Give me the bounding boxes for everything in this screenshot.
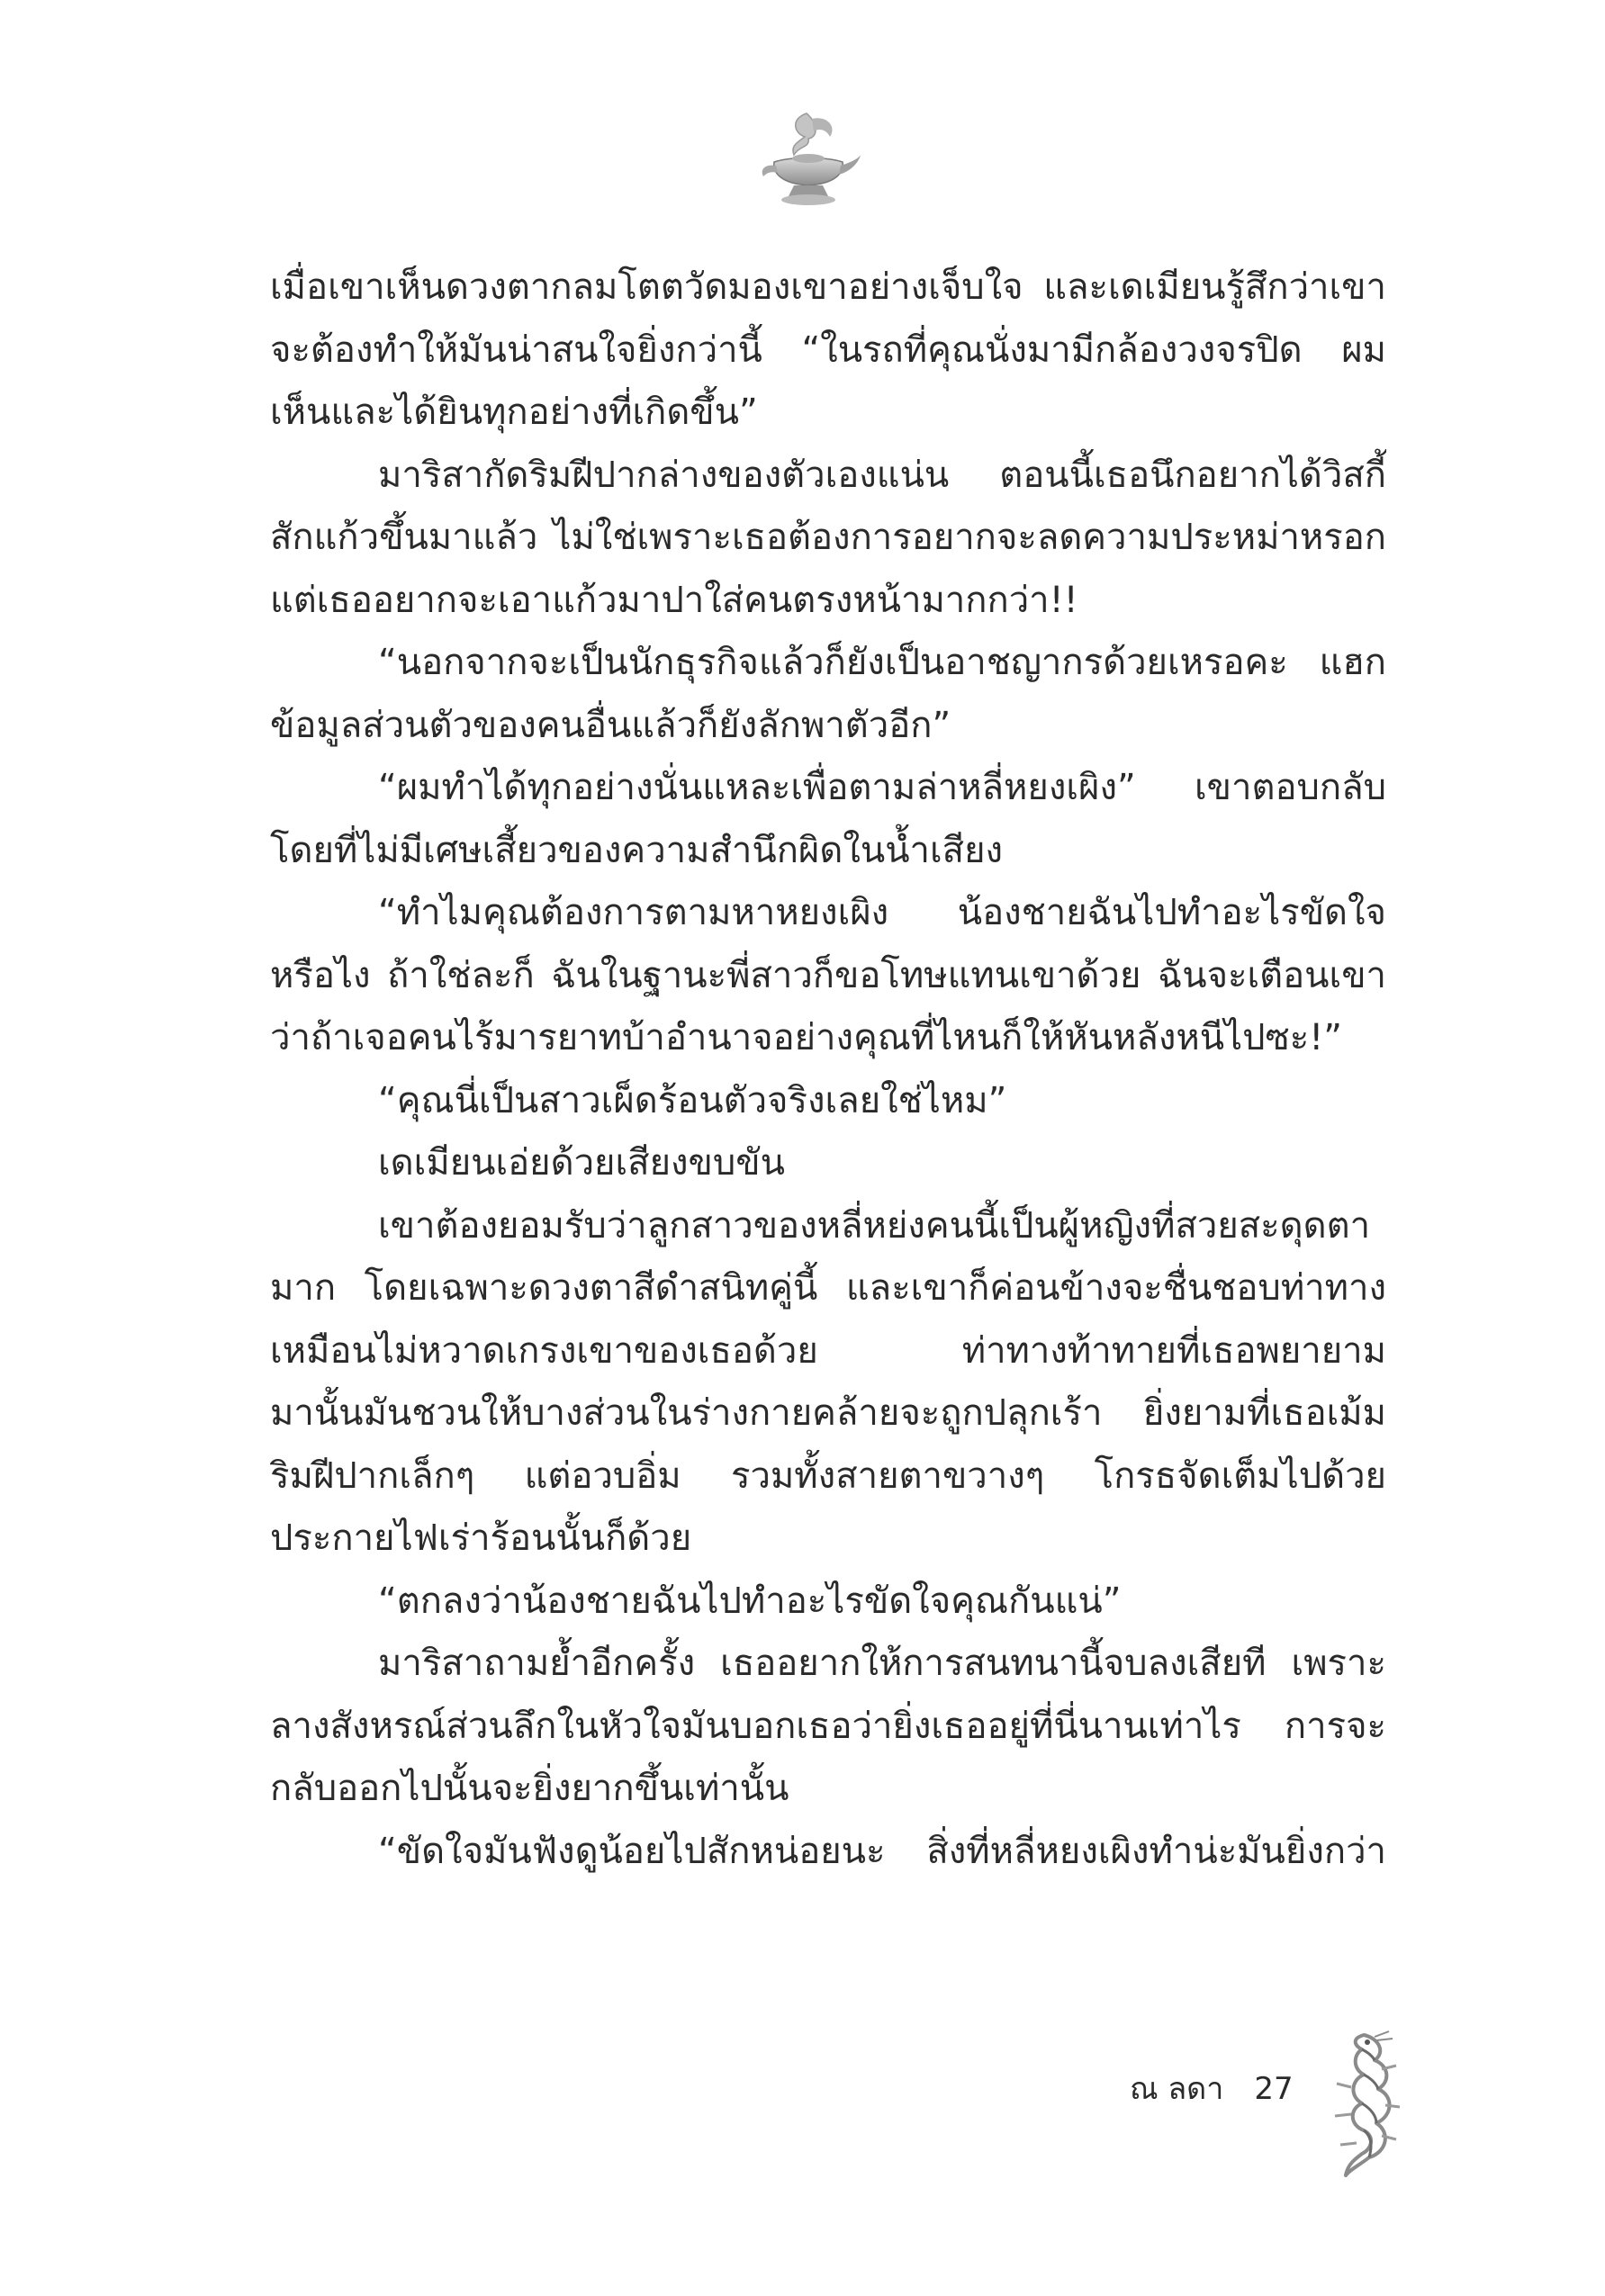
text-line: ริมฝีปากเล็กๆ แต่อวบอิ่ม รวมทั้งสายตาขวางๆ โกรธจัดเต็มไปด้วย (270, 1454, 1386, 1497)
text-line: “คุณนี่เป็นสาวเผ็ดร้อนตัวจริงเลยใช่ไหม” (378, 1079, 1007, 1121)
text-line: มาริสาถามย้ำอีกครั้ง เธออยากให้การสนทนานี้จบลงเสียที เพราะ (378, 1643, 1386, 1684)
genie-lamp-icon (754, 106, 862, 221)
text-line: สักแก้วขึ้นมาแล้ว ไม่ใช่เพราะเธอต้องการอยากจะลดความประหม่าหรอก (270, 517, 1386, 558)
body-text (270, 257, 1386, 1883)
text-line: มานั้นมันชวนให้บางส่วนในร่างกายคล้ายจะถูกปลุกเร้า ยิ่งยามที่เธอเม้ม (270, 1392, 1386, 1434)
text-line: ว่าถ้าเจอคนไร้มารยาทบ้าอำนาจอย่างคุณที่ไหนก็ให้หันหลังหนีไปซะ!” (270, 1017, 1342, 1058)
text-line: หรือไง ถ้าใช่ละก็ ฉันในฐานะพี่สาวก็ขอโทษแทนเขาด้วย ฉันจะเตือนเขา (270, 954, 1386, 996)
page-footer (1130, 2064, 1294, 2112)
page-number: 27 (1254, 2071, 1294, 2107)
author-name: ณ ลดา (1130, 2071, 1224, 2107)
text-line: กลับออกไปนั้นจะยิ่งยากขึ้นเท่านั้น (270, 1768, 789, 1809)
text-line: “นอกจากจะเป็นนักธุรกิจแล้วก็ยังเป็นอาชญากรด้วยเหรอคะ แฮก (378, 642, 1386, 683)
text-line: “ขัดใจมันฟังดูน้อยไปสักหน่อยนะ สิ่งที่หลี่หยงเผิงทำน่ะมันยิ่งกว่า (378, 1830, 1386, 1872)
text-line: เหมือนไม่หวาดเกรงเขาของเธอด้วย ท่าทางท้าทายที่เธอพยายาม (270, 1329, 1386, 1372)
text-line: “ผมทำได้ทุกอย่างนั่นแหละเพื่อตามล่าหลี่หยงเผิง” เขาตอบกลับ (378, 767, 1386, 808)
text-line: มาริสากัดริมฝีปากล่างของตัวเองแน่น ตอนนี้เธอนึกอยากได้วิสกี้ (378, 454, 1386, 496)
dragon-icon (1310, 2030, 1409, 2178)
text-line: เขาต้องยอมรับว่าลูกสาวของหลี่หย่งคนนี้เป็นผู้หญิงที่สวยสะดุดตา (378, 1204, 1371, 1247)
text-line: เห็นและได้ยินทุกอย่างที่เกิดขึ้น” (270, 392, 758, 433)
text-line: จะต้องทำให้มันน่าสนใจยิ่งกว่านี้ “ในรถที่คุณนั่งมามีกล้องวงจรปิด ผม (270, 329, 1386, 371)
text-line: มาก โดยเฉพาะดวงตาสีดำสนิทคู่นี้ และเขาก็ค่อนข้างจะชื่นชอบท่าทาง (270, 1267, 1386, 1309)
text-line: ประกายไฟเร่าร้อนนั้นก็ด้วย (270, 1517, 692, 1559)
text-line: โดยที่ไม่มีเศษเสี้ยวของความสำนึกผิดในน้ำเสียง (270, 829, 1004, 871)
text-line: เดเมียนเอ่ยด้วยเสียงขบขัน (378, 1142, 785, 1184)
text-line: ข้อมูลส่วนตัวของคนอื่นแล้วก็ยังลักพาตัวอีก” (270, 704, 951, 746)
text-line: “ตกลงว่าน้องชายฉันไปทำอะไรขัดใจคุณกันแน่” (378, 1580, 1122, 1622)
text-line: “ทำไมคุณต้องการตามหาหยงเผิง น้องชายฉันไปทำอะไรขัดใจ (378, 892, 1386, 933)
text-line: แต่เธออยากจะเอาแก้วมาปาใส่คนตรงหน้ามากกว่า!! (270, 579, 1078, 621)
text-line: เมื่อเขาเห็นดวงตากลมโตตวัดมองเขาอย่างเจ็บใจ และเดเมียนรู้สึกว่าเขา (270, 266, 1386, 308)
text-line: ลางสังหรณ์ส่วนลึกในหัวใจมันบอกเธอว่ายิ่งเธออยู่ที่นี่นานเท่าไร การจะ (270, 1705, 1386, 1747)
